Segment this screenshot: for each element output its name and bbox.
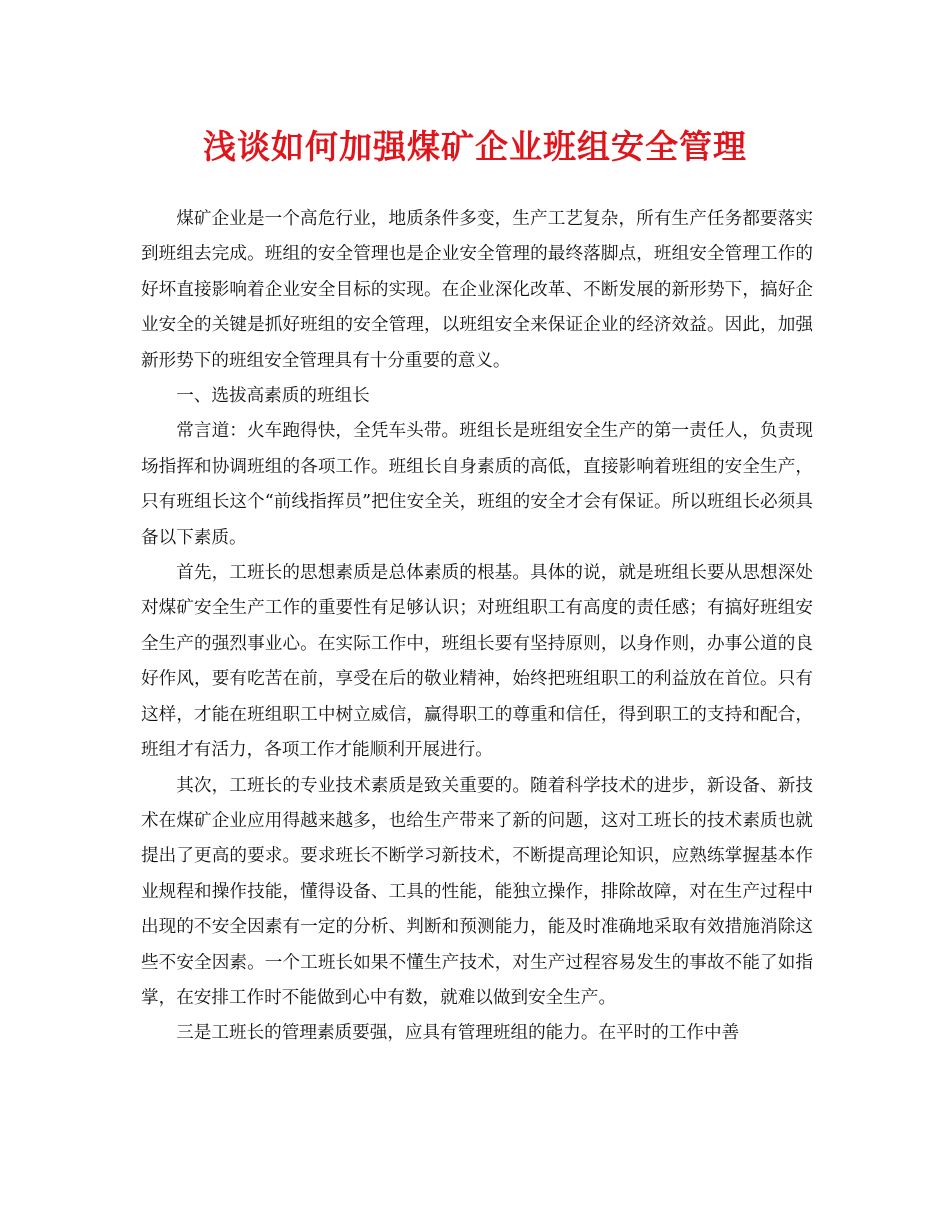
paragraph-management-quality: 三是工班长的管理素质要强，应具有管理班组的能力。在平时的工作中善	[176, 1023, 740, 1044]
paragraph-technical-quality: 其次，工班长的专业技术素质是致关重要的。随着科学技术的进步，新设备、新技术在煤矿企业应用得越来越多，也给生产带来了新的问题，这对工班长的技术素质也就提出了更高的要求。要求班长不断学习新技术，不断提高理论知识，应熟练掌握基本作业规程和操作技能，懂得设备、工具的性能，能独立操作，排除故障，对在生产过程中出现的不安全因素有一定的分析、判断和预测能力，能及时准确地采取有效措施消除这些不安全因素。一个工班长如果不懂生产技术，对生产过程容易发生的事故不能了如指掌，在安排工作时不能做到心中有数，就难以做到安全生产。	[141, 775, 813, 1008]
paragraph-team-leader: 常言道：火车跑得快，全凭车头带。班组长是班组安全生产的第一责任人，负责现场指挥和协调班组的各项工作。班组长自身素质的高低，直接影响着班组的安全生产，只有班组长这个“前线指挥员”把住安全关，班组的安全才会有保证。所以班组长必须具备以下素质。	[141, 421, 813, 548]
document-body	[141, 202, 813, 1052]
paragraph-intro: 煤矿企业是一个高危行业，地质条件多变，生产工艺复杂，所有生产任务都要落实到班组去完成。班组的安全管理也是企业安全管理的最终落脚点，班组安全管理工作的好坏直接影响着企业安全目标的实现。在企业深化改革、不断发展的新形势下，搞好企业安全的关键是抓好班组的安全管理，以班组安全来保证企业的经济效益。因此，加强新形势下的班组安全管理具有十分重要的意义。	[141, 209, 813, 371]
section-heading-1: 一、选拔高素质的班组长	[176, 386, 370, 407]
paragraph-ideological-quality: 首先，工班长的思想素质是总体素质的根基。具体的说，就是班组长要从思想深处对煤矿安全生产工作的重要性有足够认识；对班组职工有高度的责任感；有搞好班组安全生产的强烈事业心。在实际工作中，班组长要有坚持原则，以身作则，办事公道的良好作风，要有吃苦在前，享受在后的敬业精神，始终把班组职工的利益放在首位。只有这样，才能在班组职工中树立威信，赢得职工的尊重和信任，得到职工的支持和配合，班组才有活力，各项工作才能顺利开展进行。	[141, 563, 813, 761]
document-title: 浅谈如何加强煤矿企业班组安全管理	[203, 127, 747, 166]
